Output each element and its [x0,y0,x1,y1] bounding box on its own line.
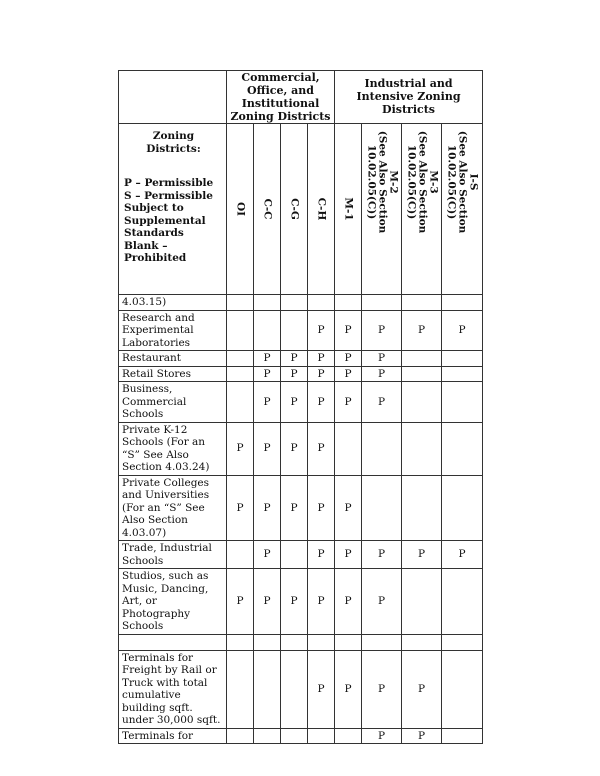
permission-cell: P [402,650,442,728]
legend-line: P – Permissible [124,177,214,189]
permission-cell: P [362,382,402,423]
permission-cell: P [281,382,308,423]
permission-cell [402,382,442,423]
permission-cell: P [254,422,281,475]
permission-cell: P [254,366,281,382]
legend-line: Supplemental [124,214,206,227]
table-row [119,569,483,635]
permission-cell: P [335,541,362,569]
table-row [119,295,483,311]
permission-cell: P [308,541,335,569]
col-label-ch: C-H [315,197,328,221]
group1-line: Office, and [247,84,314,97]
permission-cell [227,541,254,569]
use-cell: Studios, such as Music, Dancing, Art, or Photography Schools [119,569,227,635]
permission-cell: P [362,650,402,728]
permission-cell: P [254,351,281,367]
permission-cell: P [227,475,254,541]
table-row [119,422,483,475]
permission-cell [402,366,442,382]
col-label-m2: M-2 (See Also Section 10.02.05(C)) [365,130,399,233]
legend-title: Zoning Districts: [146,130,201,155]
permission-cell: P [227,569,254,635]
permission-cell [227,650,254,728]
permission-cell: P [335,650,362,728]
group2-line: Districts [382,103,435,116]
permission-cell [281,310,308,351]
permission-cell: P [254,541,281,569]
col-label-m3: M-3 (See Also Section 10.02.05(C)) [405,130,439,233]
permission-cell: P [335,475,362,541]
permission-cell: P [362,541,402,569]
permission-cell [335,422,362,475]
permission-cell [227,310,254,351]
permission-cell [308,728,335,744]
permission-cell [335,634,362,650]
permission-cell: P [362,366,402,382]
permission-cell: P [308,351,335,367]
permission-cell [308,634,335,650]
table-row [119,541,483,569]
permission-cell [227,728,254,744]
permission-cell: P [442,541,483,569]
permission-cell: P [254,569,281,635]
permission-cell [442,295,483,311]
permission-cell: P [281,569,308,635]
permission-cell: P [308,650,335,728]
table-body [119,295,483,744]
permission-cell: P [362,728,402,744]
permission-cell: P [335,310,362,351]
permission-cell [254,295,281,311]
permission-cell [227,366,254,382]
group1-line: Commercial, [241,71,320,84]
permission-cell [442,475,483,541]
col-label-cc: C-C [261,198,274,220]
permission-cell [402,569,442,635]
legend-line: Standards [124,227,184,239]
permission-cell [402,351,442,367]
permission-cell [281,650,308,728]
group-header-row [119,71,483,124]
col-label-oi: OI [234,201,247,217]
permission-cell [254,650,281,728]
table-row [119,366,483,382]
permission-cell: P [308,366,335,382]
permission-cell: P [281,422,308,475]
column-header-row [119,124,483,295]
use-cell: Restaurant [119,351,227,367]
permission-cell: P [362,569,402,635]
use-cell: Terminals for [119,728,227,744]
permission-cell [362,475,402,541]
legend-line: Subject to [124,202,184,214]
table-row [119,475,483,541]
permission-cell [442,366,483,382]
permission-cell [442,422,483,475]
group1-line: Zoning Districts [230,110,331,123]
col-header-cg [281,124,308,295]
permission-cell [442,728,483,744]
permission-cell [281,634,308,650]
permission-cell: P [362,351,402,367]
permission-cell [442,634,483,650]
permission-cell [362,422,402,475]
zoning-table [118,70,483,744]
permission-cell: P [402,310,442,351]
permission-cell: P [308,475,335,541]
col-header-m3 [402,124,442,295]
table-row [119,310,483,351]
table-row [119,382,483,423]
group-industrial-header [335,71,483,124]
use-cell: Private Colleges and Universities (For an “S” See Also Section 4.03.07) [119,475,227,541]
use-cell: Retail Stores [119,366,227,382]
permission-cell [227,634,254,650]
permission-cell [254,310,281,351]
permission-cell [254,728,281,744]
permission-cell: P [227,422,254,475]
permission-cell [402,422,442,475]
permission-cell: P [308,422,335,475]
permission-cell [281,541,308,569]
permission-cell: P [254,382,281,423]
permission-cell: P [335,351,362,367]
permission-cell [402,295,442,311]
permission-cell [335,295,362,311]
table-row [119,650,483,728]
permission-cell: P [308,310,335,351]
group2-line: Intensive Zoning [356,90,461,103]
permission-cell [335,728,362,744]
legend-line: S – Permissible [124,189,213,202]
permission-cell [402,634,442,650]
permission-cell [281,728,308,744]
permission-cell: P [308,569,335,635]
permission-cell: P [254,475,281,541]
permission-cell [254,634,281,650]
permission-cell [227,295,254,311]
table-row [119,634,483,650]
use-cell: Business, Commercial Schools [119,382,227,423]
permission-cell [281,295,308,311]
use-cell: Private K-12 Schools (For an “S” See Also Section 4.03.24) [119,422,227,475]
use-cell [119,634,227,650]
group2-line: Industrial and [364,77,453,90]
use-cell: Terminals for Freight by Rail or Truck with total cumulative building sqft. under 30,000 sqft. [119,650,227,728]
legend-cell [119,124,227,295]
permission-cell [402,475,442,541]
col-label-m1: M-1 [342,197,355,221]
permission-cell [442,569,483,635]
permission-cell: P [281,351,308,367]
col-label-cg: C-G [288,198,301,220]
table-row [119,351,483,367]
permission-cell [308,295,335,311]
permission-cell: P [335,366,362,382]
permission-cell [442,382,483,423]
permission-cell [362,295,402,311]
header-blank-cell [119,71,227,124]
col-header-cc [254,124,281,295]
col-label-is: I-S (See Also Section 10.02.05(C)) [445,130,480,233]
legend-line: Blank – [124,239,168,252]
permission-cell: P [281,366,308,382]
permission-cell [362,634,402,650]
permission-cell [442,650,483,728]
use-cell: Trade, Industrial Schools [119,541,227,569]
col-header-m1 [335,124,362,295]
permission-cell: P [442,310,483,351]
permission-cell [442,351,483,367]
permission-cell: P [281,475,308,541]
col-header-is [442,124,483,295]
permission-cell [227,382,254,423]
group-commercial-header [227,71,335,124]
legend-line: Prohibited [124,252,187,264]
col-header-ch [308,124,335,295]
permission-cell [227,351,254,367]
col-header-oi [227,124,254,295]
group1-line: Institutional [241,97,320,110]
permission-cell: P [362,310,402,351]
permission-cell: P [308,382,335,423]
use-cell: Research and Experimental Laboratories [119,310,227,351]
permission-cell: P [402,728,442,744]
permission-cell: P [335,382,362,423]
col-header-m2 [362,124,402,295]
permission-cell: P [402,541,442,569]
use-cell: 4.03.15) [119,295,227,311]
table-row [119,728,483,744]
permission-cell: P [335,569,362,635]
